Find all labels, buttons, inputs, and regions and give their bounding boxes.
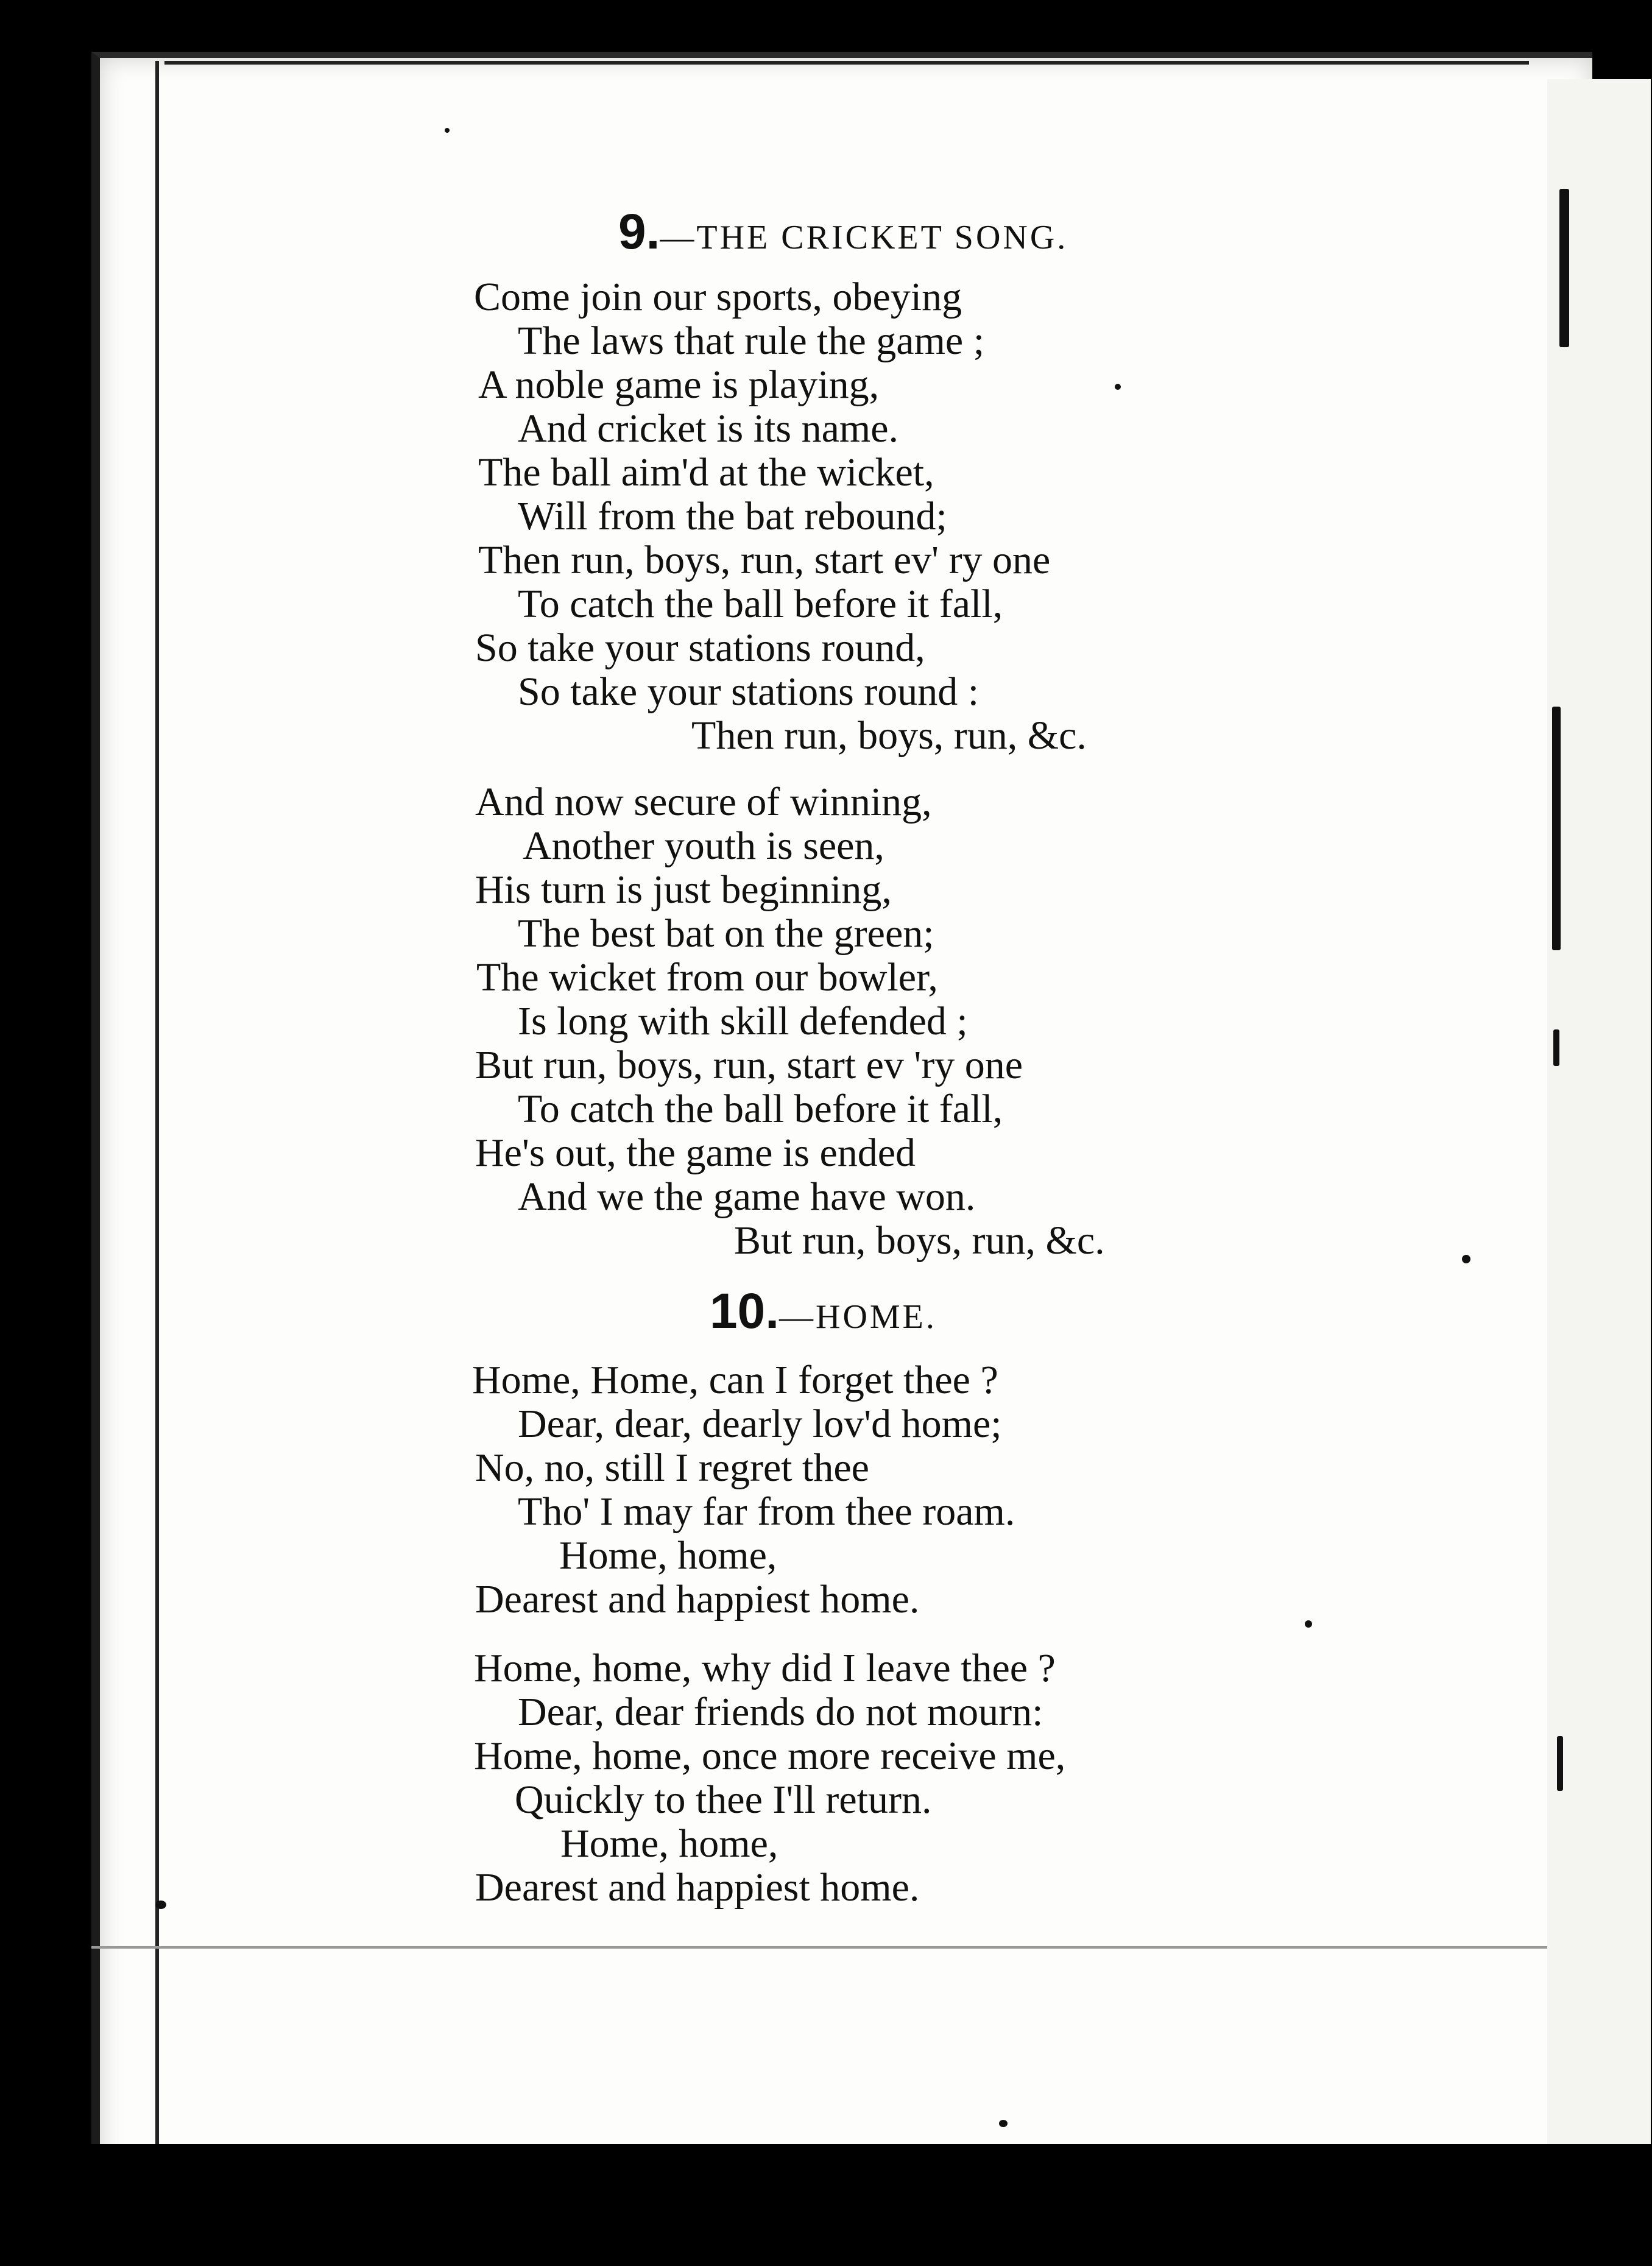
ink-speck xyxy=(155,1901,166,1909)
song-10-heading xyxy=(710,1283,937,1339)
verse-line: And now secure of winning, xyxy=(475,780,932,824)
verse-line: The ball aim'd at the wicket, xyxy=(478,450,934,495)
verse-line: Home, home, once more receive me, xyxy=(474,1734,1066,1778)
verse-line: To catch the ball before it fall, xyxy=(518,1087,1003,1131)
verse-line: He's out, the game is ended xyxy=(475,1131,916,1175)
verse-line: Dear, dear friends do not mourn: xyxy=(518,1690,1043,1734)
verse-line: Dearest and happiest home. xyxy=(475,1577,920,1622)
verse-line: Will from the bat rebound; xyxy=(518,494,947,538)
verse-line: Home, home, xyxy=(560,1821,778,1866)
verse-line: Dearest and happiest home. xyxy=(475,1865,920,1910)
verse-line: Come join our sports, obeying xyxy=(474,275,962,319)
verse-line: So take your stations round, xyxy=(475,626,925,670)
verse-line: The laws that rule the game ; xyxy=(518,319,985,363)
verse-line: Home, home, why did I leave thee ? xyxy=(474,1646,1056,1690)
song-10-number: 10. xyxy=(710,1283,779,1339)
page-top-border xyxy=(164,61,1529,65)
song-9-heading xyxy=(618,204,1068,259)
verse-refrain: But run, boys, run, &c. xyxy=(734,1218,1105,1263)
ink-speck xyxy=(1462,1255,1470,1263)
verse-line: His turn is just beginning, xyxy=(475,867,892,912)
verse-line: Is long with skill defended ; xyxy=(518,999,968,1043)
song-9-number: 9. xyxy=(618,204,660,259)
verse-line: To catch the ball before it fall, xyxy=(518,582,1003,626)
verse-line: So take your stations round : xyxy=(518,669,980,714)
verse-line: Quickly to thee I'll return. xyxy=(515,1777,932,1822)
adjacent-page-edge xyxy=(1547,79,1651,2162)
verse-line: Another youth is seen, xyxy=(523,824,884,868)
verse-line: The best bat on the green; xyxy=(518,911,934,956)
verse-line: Tho' I may far from thee roam. xyxy=(518,1489,1015,1534)
verse-line: Home, Home, can I forget thee ? xyxy=(472,1358,998,1402)
ink-speck xyxy=(999,2120,1008,2127)
ink-speck xyxy=(1115,384,1121,390)
ink-speck xyxy=(1305,1620,1312,1628)
verse-line: A noble game is playing, xyxy=(478,362,880,407)
ink-speck xyxy=(445,128,450,133)
scan-shadow-bottom xyxy=(91,2144,1652,2266)
song-10-title: —HOME. xyxy=(779,1298,937,1336)
song-9-title: —THE CRICKET SONG. xyxy=(660,219,1068,256)
verse-line: But run, boys, run, start ev 'ry one xyxy=(475,1043,1023,1087)
page-bottom-rule xyxy=(91,1946,1602,1949)
verse-line: And we the game have won. xyxy=(518,1174,976,1219)
verse-line: No, no, still I regret thee xyxy=(475,1445,869,1490)
verse-line: Home, home, xyxy=(559,1533,777,1578)
page-left-border xyxy=(155,61,159,2169)
verse-line: Dear, dear, dearly lov'd home; xyxy=(518,1402,1002,1446)
verse-line: And cricket is its name. xyxy=(518,406,899,451)
verse-refrain: Then run, boys, run, &c. xyxy=(691,713,1087,758)
verse-line: The wicket from our bowler, xyxy=(476,955,938,1000)
verse-line: Then run, boys, run, start ev' ry one xyxy=(478,538,1051,582)
